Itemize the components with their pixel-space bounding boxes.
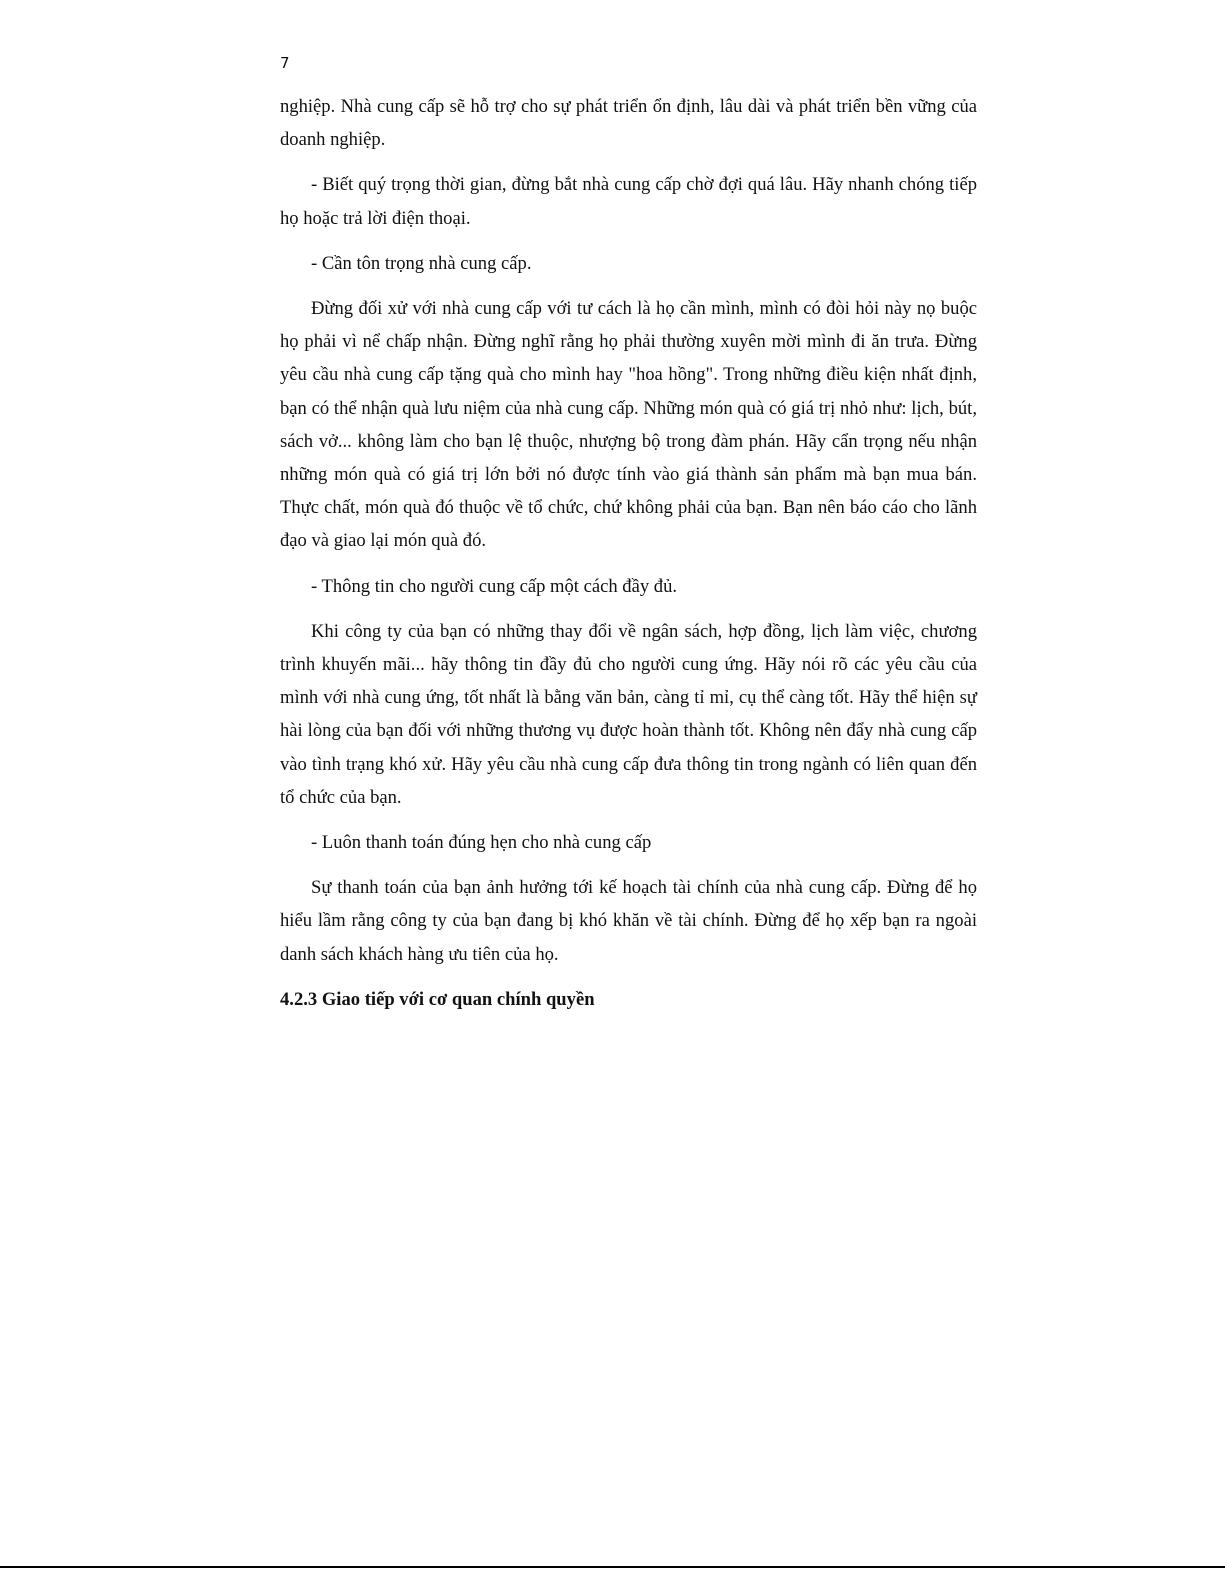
paragraph-respect-supplier: - Cần tôn trọng nhà cung cấp. — [311, 252, 532, 274]
paragraph-gifts: Đừng đối xử với nhà cung cấp với tư cách là họ cần mình, mình có đòi hỏi này nọ buộc họ phải vì nể chấp nhận. Đừng nghĩ rằng họ phải thường xuyên mời mình đi ăn trưa. Đừng yêu cầu nhà cung cấp tặng quà cho mình hay "hoa hồng". Trong những điều kiện nhất định, bạn có thể nhận quà lưu niệm của nhà cung cấp. Những món quà có giá trị nhỏ như: lịch, bút, sách vở... không làm cho bạn lệ thuộc, nhượng bộ trong đàm phán. Hãy cẩn trọng nếu nhận những món quà có giá trị lớn bởi nó được tính vào giá thành sản phẩm mà bạn mua bán. Thực chất, món quà đó thuộc về tổ chức, chứ không phải của bạn. Bạn nên báo cáo cho lãnh đạo và giao lại món quà đó. — [280, 298, 977, 552]
page-bottom-rule — [0, 1566, 1225, 1568]
document-body — [280, 90, 977, 1016]
paragraph-inform-supplier: - Thông tin cho người cung cấp một cách đầy đủ. — [311, 575, 678, 597]
paragraph-pay-on-time: - Luôn thanh toán đúng hẹn cho nhà cung cấp — [311, 832, 652, 854]
section-heading: 4.2.3 Giao tiếp với cơ quan chính quyền — [280, 988, 595, 1010]
paragraph-payment-impact: Sự thanh toán của bạn ảnh hưởng tới kế hoạch tài chính của nhà cung cấp. Đừng để họ hiểu lầm rằng công ty của bạn đang bị khó khăn về tài chính. Đừng để họ xếp bạn ra ngoài danh sách khách hàng ưu tiên của họ. — [280, 877, 977, 965]
paragraph-continuation: nghiệp. Nhà cung cấp sẽ hỗ trợ cho sự phát triển ổn định, lâu dài và phát triển bền vững của doanh nghiệp. — [280, 96, 977, 151]
paragraph-time-respect: - Biết quý trọng thời gian, đừng bắt nhà cung cấp chờ đợi quá lâu. Hãy nhanh chóng tiếp họ hoặc trả lời điện thoại. — [280, 174, 977, 229]
paragraph-company-changes: Khi công ty của bạn có những thay đổi về ngân sách, hợp đồng, lịch làm việc, chương trình khuyến mãi... hãy thông tin đầy đủ cho người cung ứng. Hãy nói rõ các yêu cầu của mình với nhà cung ứng, tốt nhất là bằng văn bản, càng tỉ mỉ, cụ thể càng tốt. Hãy thể hiện sự hài lòng của bạn đối với những thương vụ được hoàn thành tốt. Không nên đẩy nhà cung cấp vào tình trạng khó xử. Hãy yêu cầu nhà cung cấp đưa thông tin trong ngành có liên quan đến tổ chức của bạn. — [280, 620, 977, 808]
page-number: 7 — [280, 54, 290, 72]
